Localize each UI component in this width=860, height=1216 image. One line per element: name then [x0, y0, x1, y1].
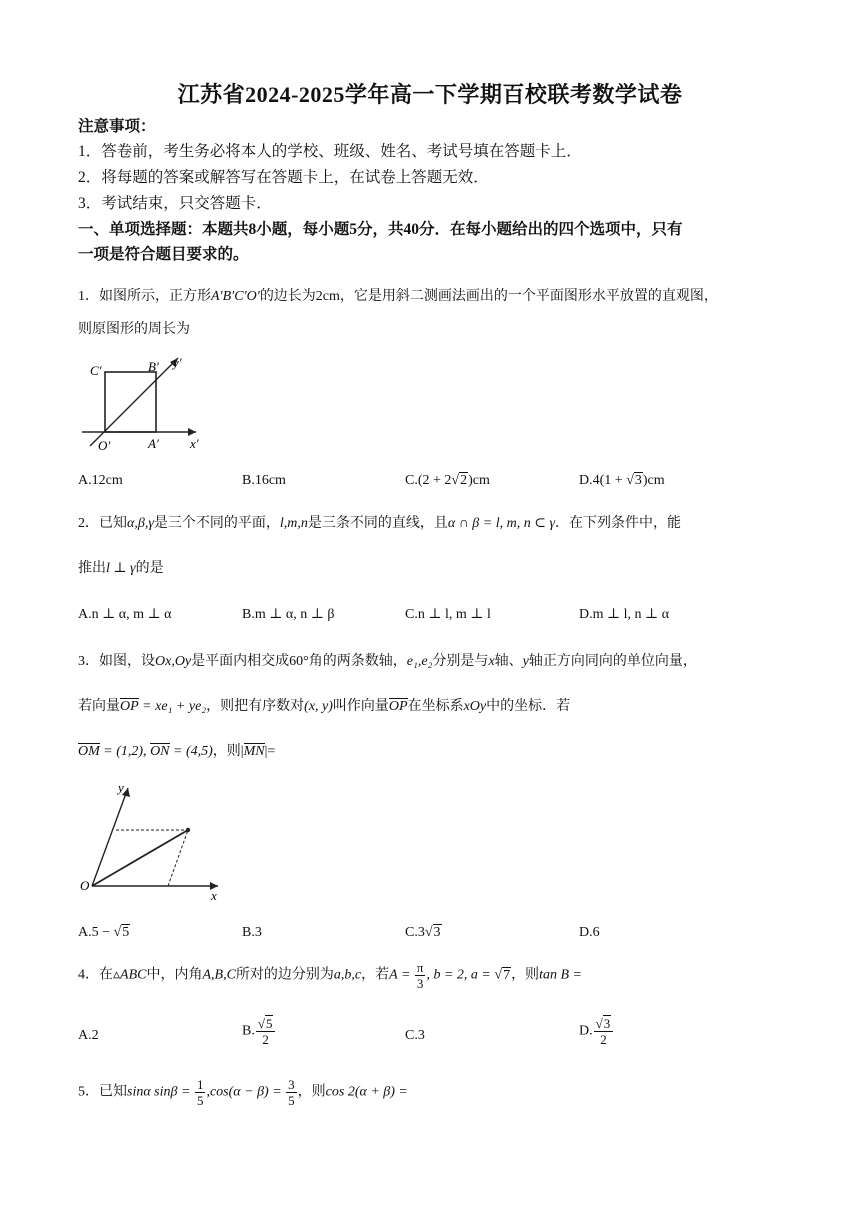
- q3-option-b: B.3: [242, 925, 262, 940]
- q2-option-d: D.m ⊥ l, n ⊥ α: [579, 607, 670, 622]
- q1-label-b: B′: [148, 359, 159, 374]
- q2-option-c: C.n ⊥ l, m ⊥ l: [405, 607, 491, 622]
- notice-item-3: 3．考试结束，只交答题卡．: [78, 195, 272, 212]
- q4-option-d: D. $\frac{√3}{2}$: [579, 1016, 614, 1047]
- q1-label-a: A′: [148, 436, 159, 451]
- q3-line1: 3．如图，设Ox,Oy是平面内相交成60°角的两条数轴，e₁,e₂分别是与x轴、y轴正方向同向的单位向量，: [78, 654, 697, 669]
- q3-dashed-right: [168, 830, 188, 886]
- q1-line2: 则原图形的周长为: [78, 322, 190, 337]
- q1-option-b: B.16cm: [242, 473, 286, 488]
- q3-label-o: O: [80, 878, 90, 893]
- q5-line: 5．已知sinα sinβ = $\frac{1}{5}$ ,cos(α − β) = $\frac{3}{5}$ ，则cos 2(α + β) =: [78, 1077, 408, 1108]
- q3-option-c: C.3√3: [405, 925, 441, 940]
- q3-vector-op: [92, 830, 188, 886]
- notice-heading: 注意事项：: [78, 118, 156, 135]
- q1-label-y: y′: [173, 355, 182, 370]
- q4-option-c: C.3: [405, 1028, 425, 1043]
- section1-heading-line1: 一、单项选择题：本题共8小题，每小题5分，共40分．在每小题给出的四个选项中，只有: [78, 221, 683, 238]
- q3-label-y: y: [118, 780, 124, 795]
- q1-option-a: A.12cm: [78, 473, 123, 488]
- q1-option-c: C.(2 + 2√2)cm: [405, 473, 490, 488]
- q4-option-a: A.2: [78, 1028, 99, 1043]
- q1-label-x: x′: [190, 436, 199, 451]
- q3-label-x: x: [211, 888, 217, 903]
- q2-line1: 2．已知α,β,γ是三个不同的平面，l,m,n是三条不同的直线，且α ∩ β = l, m, n ⊂ γ．在下列条件中，能: [78, 516, 681, 531]
- q4-line: 4．在▵ABC中，内角A,B,C所对的边分别为a,b,c，若A = $\frac{\pi}{3}$ , b = 2, a = √7，则tan B =: [78, 960, 582, 991]
- q2-line2: 推出l ⊥ γ的是: [78, 561, 164, 576]
- q1-label-o: O′: [98, 438, 111, 453]
- page-title: 江苏省2024-2025学年高一下学期百校联考数学试卷: [177, 82, 683, 107]
- q1-line1: 1．如图所示，正方形A′B′C′O′的边长为2cm，它是用斜二测画法画出的一个平面图形水平放置的直观图，: [78, 289, 718, 304]
- q3-vec-op-2: OP: [388, 699, 408, 714]
- q3-y-axis: [92, 788, 128, 886]
- q1-figure: [78, 350, 208, 455]
- section1-heading-line2: 一项是符合题目要求的。: [78, 246, 249, 263]
- q3-figure: [78, 778, 228, 903]
- notice-item-2: 2．将每题的答案或解答写在答题卡上，在试卷上答题无效．: [78, 169, 489, 186]
- q3-line3: OM = (1,2), ON = (4,5)，则|MN|=: [78, 744, 276, 759]
- notice-item-1: 1．答卷前，考生务必将本人的学校、班级、姓名、考试号填在答题卡上．: [78, 143, 582, 160]
- q1-label-c: C′: [90, 363, 102, 378]
- q2-option-b: B.m ⊥ α, n ⊥ β: [242, 607, 335, 622]
- q2-option-a: A.n ⊥ α, m ⊥ α: [78, 607, 172, 622]
- q3-option-d: D.6: [579, 925, 600, 940]
- q1-square-name: A′B′C′O′: [211, 289, 260, 304]
- q1-option-d: D.4(1 + √3)cm: [579, 473, 665, 488]
- q3-line2: 若向量OP = xe₁ + ye₂，则把有序数对(x, y)叫作向量OP在坐标系xOy中的坐标．若: [78, 699, 571, 714]
- q3-option-a: A.5 − √5: [78, 925, 130, 940]
- q4-option-b: B. $\frac{√5}{2}$: [242, 1016, 276, 1047]
- q3-point-p: [186, 828, 190, 832]
